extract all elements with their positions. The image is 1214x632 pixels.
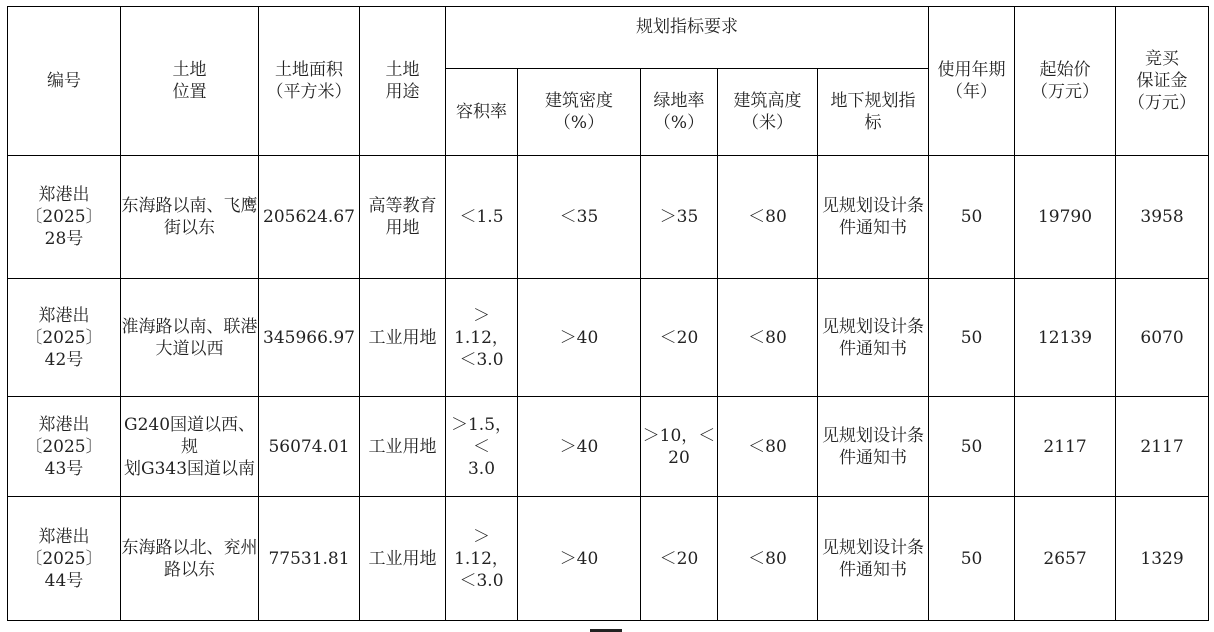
header-term-line1: 使用年期 (937, 60, 1006, 80)
cell-term: 50 (929, 279, 1015, 397)
header-planning-label: 规划指标要求 (636, 16, 739, 37)
cell-code-line2: 42号 (44, 349, 84, 370)
table-row (8, 397, 1209, 497)
header-area (259, 7, 360, 156)
header-use (360, 7, 446, 156)
header-deposit-line3: （万元） (1128, 93, 1197, 113)
cell-density: ＞40 (518, 279, 641, 397)
cell-deposit: 2117 (1116, 397, 1209, 497)
cell-far-line2: ＜3.0 (459, 570, 504, 591)
cell-location-line2: 路以东 (164, 559, 215, 580)
cell-far (446, 497, 518, 621)
header-location (121, 7, 259, 156)
cell-green-line1: ＜20 (659, 548, 699, 569)
cell-term: 50 (929, 156, 1015, 279)
cell-code-line1: 郑港出〔2025〕 (25, 414, 103, 457)
cell-code-line2: 44号 (44, 570, 84, 591)
cell-code (8, 497, 121, 621)
cell-location (121, 156, 259, 279)
cell-location-line2: 街以东 (164, 218, 215, 238)
cell-use (360, 279, 446, 397)
cell-term: 50 (929, 397, 1015, 497)
header-area-line1: 土地面积 (275, 60, 343, 80)
cell-area: 205624.67 (259, 156, 360, 279)
cell-area: 77531.81 (259, 497, 360, 621)
cell-green-line1: ＞35 (659, 207, 699, 227)
header-far-label: 容积率 (456, 102, 507, 122)
cell-area: 56074.01 (259, 397, 360, 497)
cell-green (641, 497, 718, 621)
cell-code (8, 156, 121, 279)
header-price-line1: 起始价 (1039, 60, 1091, 80)
cell-far-line1: ＞1.5，＜ (450, 414, 513, 457)
cell-underground (818, 279, 929, 397)
header-deposit-line1: 竞买 (1145, 49, 1180, 69)
cell-location-line2: 大道以西 (155, 338, 224, 359)
cell-green (641, 397, 718, 497)
cell-underground (818, 156, 929, 279)
cell-code-line2: 28号 (44, 229, 84, 249)
cell-height: ＜80 (718, 497, 818, 621)
header-green (641, 69, 718, 156)
cell-green (641, 279, 718, 397)
header-density-line1: 建筑密度 (545, 91, 613, 111)
cell-density: ＞40 (518, 497, 641, 621)
table-row (8, 156, 1209, 279)
cell-code-line1: 郑港出〔2025〕 (25, 185, 103, 227)
cell-far-line1: ＞1.12， (454, 526, 509, 569)
land-parcel-table (7, 6, 1209, 621)
cell-height: ＜80 (718, 156, 818, 279)
header-green-line1: 绿地率 (653, 91, 705, 111)
header-code-line1: 编号 (47, 71, 81, 91)
header-green-line2: （%） (653, 113, 705, 133)
cell-green (641, 156, 718, 279)
cell-use-line1: 工业用地 (368, 436, 437, 457)
cell-use-line1: 高等教育 (368, 196, 437, 216)
cell-far-line2: 3.0 (467, 458, 496, 479)
header-height (718, 69, 818, 156)
cell-price: 19790 (1015, 156, 1116, 279)
header-deposit-line2: 保证金 (1136, 71, 1188, 91)
cell-underground-line1: 见规划设计条 (822, 537, 925, 558)
cell-green-line1: ＜20 (659, 327, 699, 348)
cell-use (360, 156, 446, 279)
cell-location-line1: 淮海路以南、联港 (121, 316, 258, 337)
cell-use (360, 497, 446, 621)
cell-underground (818, 397, 929, 497)
cell-use-line1: 工业用地 (368, 327, 437, 348)
cell-use-line2: 用地 (385, 218, 420, 238)
header-use-line1: 土地 (385, 60, 420, 80)
cell-price: 2657 (1015, 497, 1116, 621)
cell-deposit: 6070 (1116, 279, 1209, 397)
header-location-line1: 土地 (172, 60, 207, 80)
cell-area: 345966.97 (259, 279, 360, 397)
cell-code-line1: 郑港出〔2025〕 (25, 305, 103, 348)
cell-underground-line2: 件通知书 (839, 447, 908, 468)
cell-far (446, 279, 518, 397)
header-underground-line1: 地下规划指 (830, 91, 916, 111)
cell-far (446, 156, 518, 279)
header-density (518, 69, 641, 156)
cell-price: 12139 (1015, 279, 1116, 397)
cell-green-line2: 20 (668, 447, 690, 468)
cell-price: 2117 (1015, 397, 1116, 497)
table-row (8, 279, 1209, 397)
header-price (1015, 7, 1116, 156)
cell-density: ＞40 (518, 397, 641, 497)
cell-use (360, 397, 446, 497)
cell-code (8, 279, 121, 397)
cell-location-line1: G240国道以西、规 (123, 414, 256, 457)
cell-code (8, 397, 121, 497)
cell-location-line2: 划G343国道以南 (123, 458, 256, 479)
cell-term: 50 (929, 497, 1015, 621)
cell-location (121, 497, 259, 621)
header-area-line2: （平方米） (266, 82, 352, 102)
header-use-line2: 用途 (385, 82, 420, 102)
cell-far-line1: ＜1.5 (459, 207, 504, 227)
header-location-line2: 位置 (172, 82, 207, 102)
table-row (8, 497, 1209, 621)
header-height-line1: 建筑高度 (733, 91, 802, 111)
cell-use-line1: 工业用地 (368, 548, 437, 569)
cell-underground (818, 497, 929, 621)
header-price-line2: （万元） (1031, 82, 1100, 102)
header-planning (446, 7, 929, 69)
cell-underground-line2: 件通知书 (839, 338, 908, 359)
cell-underground-line2: 件通知书 (839, 218, 908, 238)
cell-underground-line2: 件通知书 (839, 559, 908, 580)
header-term (929, 7, 1015, 156)
header-density-line2: （%） (553, 113, 605, 133)
cell-density: ＜35 (518, 156, 641, 279)
cell-code-line2: 43号 (44, 458, 84, 479)
cell-code-line1: 郑港出〔2025〕 (25, 526, 103, 569)
cell-deposit: 3958 (1116, 156, 1209, 279)
cell-far-line2: ＜3.0 (459, 349, 504, 370)
header-code (8, 7, 121, 156)
cell-location-line1: 东海路以北、兖州 (121, 537, 258, 558)
cell-far (446, 397, 518, 497)
header-underground-line2: 标 (864, 113, 882, 133)
cell-height: ＜80 (718, 279, 818, 397)
header-far (446, 69, 518, 156)
cell-deposit: 1329 (1116, 497, 1209, 621)
cell-underground-line1: 见规划设计条 (822, 425, 925, 446)
cell-green-line1: ＞10，＜ (642, 425, 716, 446)
header-term-line2: （年） (946, 82, 998, 102)
cell-height: ＜80 (718, 397, 818, 497)
header-height-line2: （米） (742, 113, 793, 133)
cell-location (121, 397, 259, 497)
cell-far-line1: ＞1.12， (454, 305, 509, 348)
header-underground (818, 69, 929, 156)
header-deposit (1116, 7, 1209, 156)
cell-underground-line1: 见规划设计条 (822, 196, 925, 216)
cell-location-line1: 东海路以南、飞鹰 (121, 196, 258, 216)
cell-location (121, 279, 259, 397)
cell-underground-line1: 见规划设计条 (822, 316, 925, 337)
